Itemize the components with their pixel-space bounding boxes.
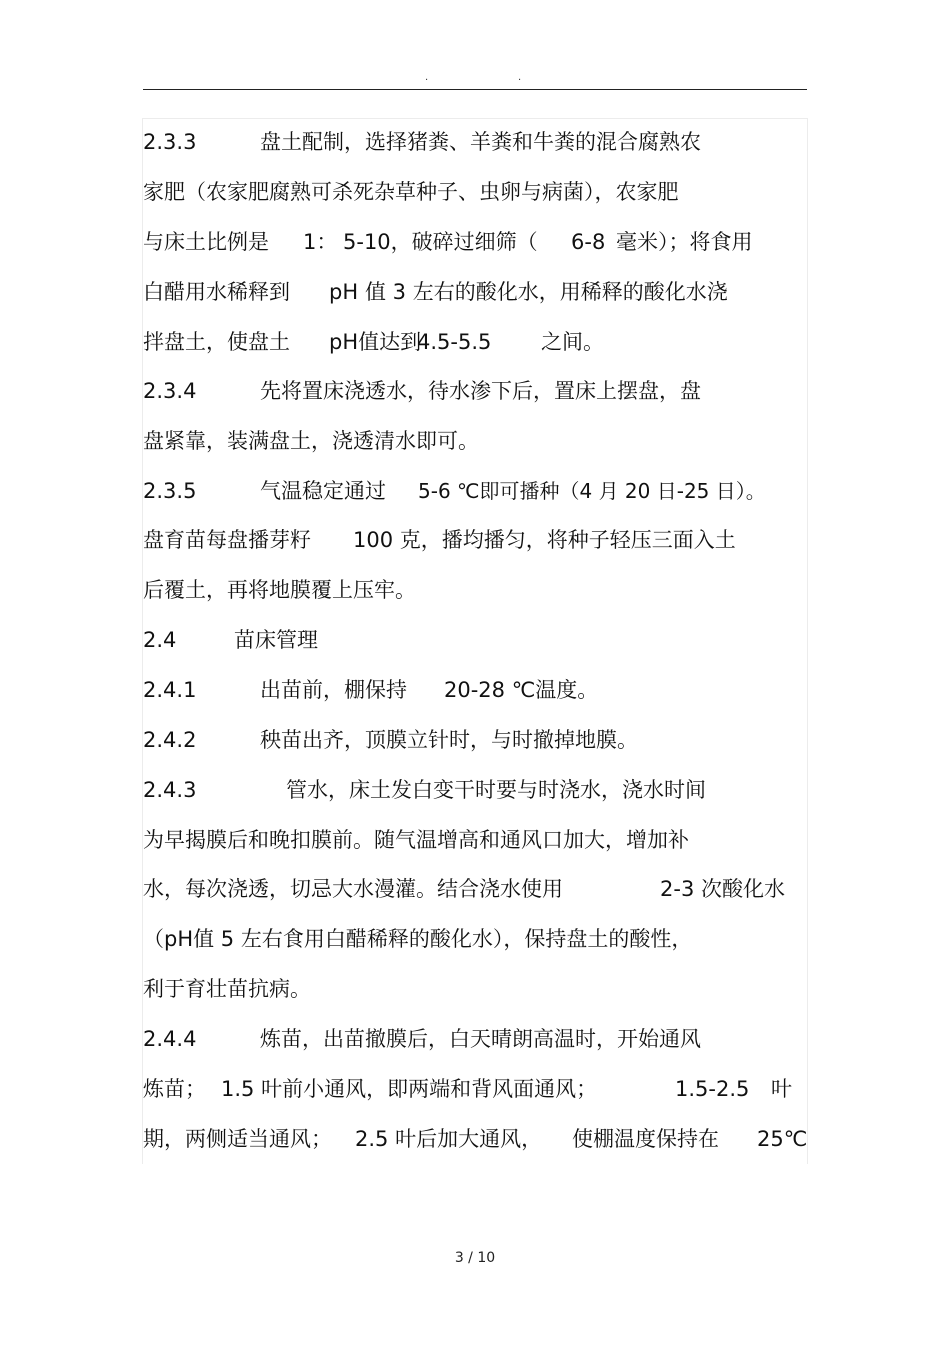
text-run: 利于育壮苗抗病。 xyxy=(143,977,311,1001)
text-run: 拌盘土，使盘土 xyxy=(143,330,290,354)
text-line xyxy=(143,624,823,656)
section-number: 2.3.5 xyxy=(143,479,197,503)
text-run: 4.5-5.5 xyxy=(417,330,492,354)
text-run: pH值达到 xyxy=(329,330,422,354)
text-run: 出苗前，棚保持 xyxy=(260,678,407,702)
text-line xyxy=(143,176,823,208)
text-run: 水，每次浇透，切忌大水漫灌。结合浇水使用 xyxy=(143,877,563,901)
text-line xyxy=(143,574,823,606)
text-run: 为早揭膜后和晚扣膜前。随气温增高和通风口加大，增加补 xyxy=(143,828,689,852)
text-line xyxy=(143,1023,823,1055)
text-run: 2-3 次酸化水 xyxy=(660,877,785,901)
text-run: 期，两侧适当通风； xyxy=(143,1127,332,1151)
header-dot-right: . xyxy=(518,72,522,83)
header-dot-left: . xyxy=(425,72,429,83)
text-run: 5-6 ℃即可播种（4 月 20 日-25 日）。 xyxy=(418,479,766,503)
section-number: 2.4 xyxy=(143,628,177,652)
text-line xyxy=(143,226,823,258)
section-number: 2.4.2 xyxy=(143,728,197,752)
text-run: 20-28 ℃温度。 xyxy=(444,678,599,702)
text-line xyxy=(143,923,823,955)
text-run: 5-10，破碎过细筛（ xyxy=(343,230,538,254)
section-number: 2.4.3 xyxy=(143,778,197,802)
text-run: 1.5 叶前小通风，即两端和背风面通风； xyxy=(221,1077,598,1101)
text-line xyxy=(143,674,823,706)
text-line xyxy=(143,1123,823,1155)
text-run: 之间。 xyxy=(541,330,604,354)
text-run: 盘土配制，选择猪粪、羊粪和牛粪的混合腐熟农 xyxy=(260,130,701,154)
section-number: 2.4.4 xyxy=(143,1027,197,1051)
text-run: 叶 xyxy=(771,1077,792,1101)
text-run: 毫米）；将食用 xyxy=(616,230,753,254)
section-number: 2.3.4 xyxy=(143,379,197,403)
text-run: 与床土比例是 xyxy=(143,230,269,254)
text-run: 白醋用水稀释到 xyxy=(143,280,290,304)
text-line xyxy=(143,475,823,507)
text-run: 25℃ xyxy=(757,1127,808,1151)
text-run: 盘育苗每盘播芽籽 xyxy=(143,528,311,552)
text-run: 使棚温度保持在 xyxy=(572,1127,719,1151)
text-line xyxy=(143,276,823,308)
text-run: 盘紧靠，装满盘土，浇透清水即可。 xyxy=(143,429,479,453)
text-line xyxy=(143,126,823,158)
text-line xyxy=(143,425,823,457)
text-run: 1： xyxy=(303,230,338,254)
text-line xyxy=(143,824,823,856)
text-run: 100 克，播均播匀，将种子轻压三面入土 xyxy=(353,528,736,552)
text-run: 2.5 叶后加大通风， xyxy=(355,1127,543,1151)
text-run: 值 3 左右的酸化水，用稀释的酸化水浇 xyxy=(365,280,728,304)
section-number: 2.3.3 xyxy=(143,130,197,154)
text-run: 管水，床土发白变干时要与时浇水，浇水时间 xyxy=(286,778,706,802)
text-line xyxy=(143,973,823,1005)
text-run: 6-8 xyxy=(571,230,606,254)
text-run: 先将置床浇透水，待水渗下后，置床上摆盘，盘 xyxy=(260,379,701,403)
text-run: 后覆土，再将地膜覆上压牢。 xyxy=(143,578,416,602)
text-line xyxy=(143,375,823,407)
text-run: 气温稳定通过 xyxy=(260,479,386,503)
text-line xyxy=(143,873,823,905)
text-line xyxy=(143,724,823,756)
page-indicator: 3 / 10 xyxy=(454,1250,496,1266)
text-run: 炼苗； xyxy=(143,1077,206,1101)
text-run: 家肥（农家肥腐熟可杀死杂草种子、虫卵与病菌），农家肥 xyxy=(143,180,679,204)
text-line xyxy=(143,774,823,806)
text-line xyxy=(143,326,823,358)
section-number: 2.4.1 xyxy=(143,678,197,702)
text-run: pH xyxy=(329,280,359,304)
text-run: 炼苗，出苗撤膜后，白天晴朗高温时，开始通风 xyxy=(260,1027,701,1051)
text-line xyxy=(143,524,823,556)
text-run: 1.5-2.5 xyxy=(675,1077,750,1101)
text-line xyxy=(143,1073,823,1105)
section-heading: 苗床管理 xyxy=(234,628,318,652)
text-run: （pH值 5 左右食用白醋稀释的酸化水），保持盘土的酸性， xyxy=(143,927,693,951)
text-run: 秧苗出齐，顶膜立针时，与时撤掉地膜。 xyxy=(260,728,638,752)
